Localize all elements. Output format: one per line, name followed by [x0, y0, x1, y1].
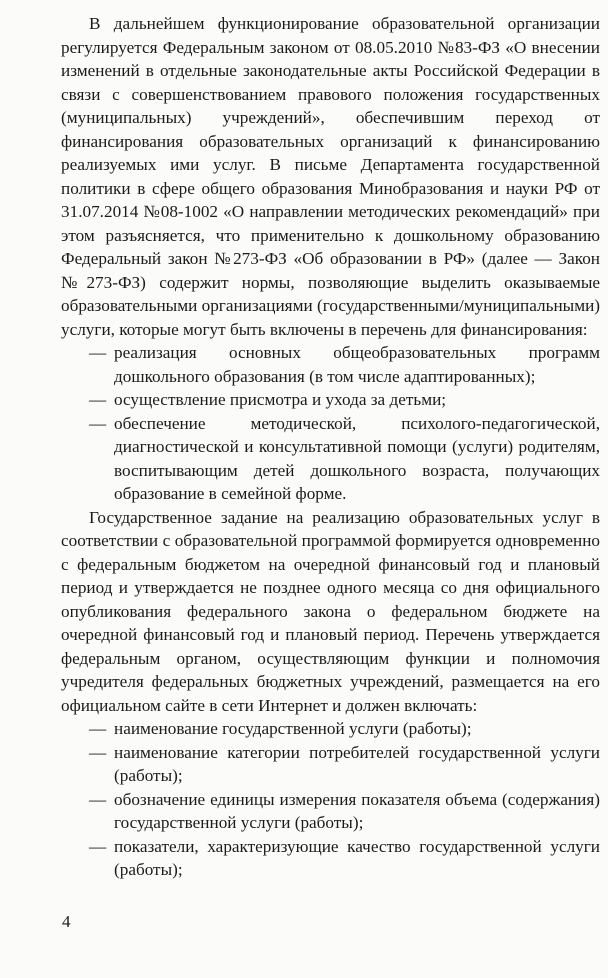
list-item: — наименование категории потребителей государственной услуги (работы);	[61, 741, 600, 788]
list-item: — наименование государственной услуги (работы);	[61, 717, 600, 741]
list-item: — реализация основных общеобразовательных программ дошкольного образования (в том числе адаптированных);	[61, 341, 600, 388]
list-item: — обозначение единицы измерения показателя объема (содержания) государственной услуги (работы);	[61, 788, 600, 835]
page-number: 4	[62, 912, 71, 931]
paragraph-funding: В дальнейшем функционирование образовательной организации регулируется Федеральным законом от 08.05.2010 №83-ФЗ «О внесении изменений в отдельные законодательные акты Российской Федерации в связи с совершенствованием правового положения государственных (муниципальных) учреждений», обеспечившим переход от финансирования образовательных организаций к финансированию реализуемых ими услуг. В письме Департамента государственной политики в сфере общего образования Минобразования и науки РФ от 31.07.2014 №08-1002 «О направлении методических рекомендаций» при этом разъясняется, что применительно к дошкольному образованию Федеральный закон №273-ФЗ «Об образовании в РФ» (далее — Закон №273-ФЗ) содержит нормы, позволяющие выделить оказываемые образовательными организациями (государственными/муниципальными) услуги, которые могут быть включены в перечень для финансирования:	[61, 14, 600, 339]
required-items-list	[61, 717, 600, 882]
list-item: — осуществление присмотра и ухода за детьми;	[61, 388, 600, 412]
paragraph-state-assignment: Государственное задание на реализацию образовательных услуг в соответствии с образовательной программой формируется одновременно с федеральным бюджетом на очередной финансовый год и плановый период и утверждается не позднее одного месяца со дня официального опубликования федерального закона о федеральном бюджете на очередной финансовый год и плановый период. Перечень утверждается федеральным органом, осуществляющим функции и полномочия учредителя федеральных бюджетных учреждений, размещается на его официальном сайте в сети Интернет и должен включать:	[61, 507, 600, 715]
list-item: — показатели, характеризующие качество государственной услуги (работы);	[61, 835, 600, 882]
list-item: — обеспечение методической, психолого-педагогической, диагностической и консультативной помощи (услуги) родителям, воспитывающим детей дошкольного возраста, получающих образование в семейной форме.	[61, 412, 600, 506]
services-list	[61, 341, 600, 506]
